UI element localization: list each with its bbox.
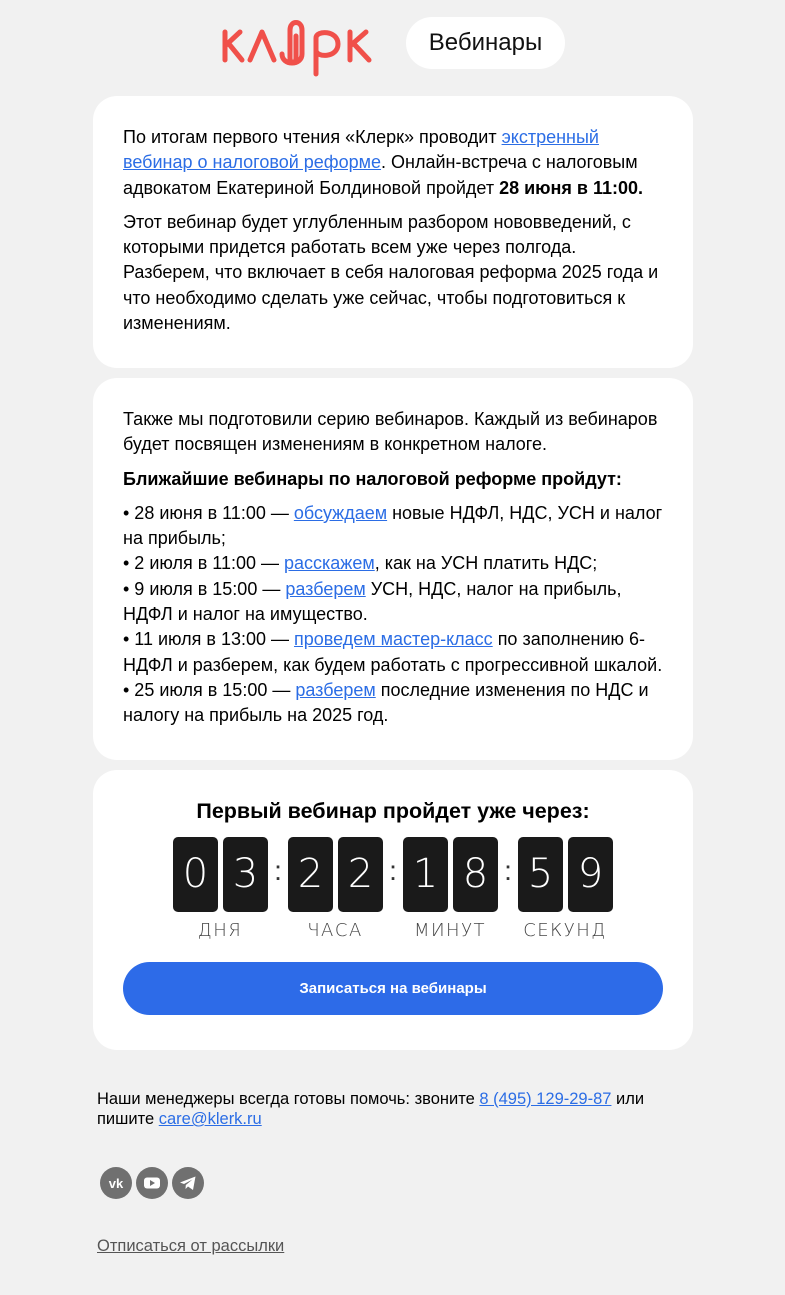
countdown-digit: 0 bbox=[173, 837, 218, 912]
webinar-link-5[interactable]: разберем bbox=[295, 679, 376, 700]
webinar-date: 28 июня в 11:00. bbox=[499, 177, 644, 198]
footer-text: Наши менеджеры всегда готовы помочь: звоните bbox=[97, 1090, 480, 1108]
countdown-separator: : bbox=[389, 855, 397, 886]
vk-icon[interactable] bbox=[100, 1167, 132, 1199]
days-label: ДНЯ bbox=[197, 920, 243, 941]
countdown-digit: 9 bbox=[568, 837, 613, 912]
hours-label: ЧАСА bbox=[307, 920, 363, 941]
series-intro: Также мы подготовили серию вебинаров. Каждый из вебинаров будет посвящен изменениям в конкретном налоге. bbox=[123, 409, 658, 455]
list-item: • 28 июня в 11:00 — обсуждаем новые НДФЛ, НДС, УСН и налог на прибыль; bbox=[123, 502, 663, 549]
webinars-badge: Вебинары bbox=[406, 17, 565, 69]
webinar-link-3[interactable]: разберем bbox=[285, 578, 366, 599]
countdown-title: Первый вебинар пройдет уже через: bbox=[196, 799, 590, 823]
countdown-digit: 3 bbox=[223, 837, 268, 912]
countdown-digit: 2 bbox=[338, 837, 383, 912]
series-list bbox=[123, 501, 663, 729]
list-item: • 25 июля в 15:00 — разберем последние изменения по НДС и налогу на прибыль на 2025 год. bbox=[123, 679, 649, 726]
countdown-separator: : bbox=[504, 855, 512, 886]
countdown-card bbox=[93, 770, 693, 1050]
svg-text:vk: vk bbox=[108, 1176, 124, 1191]
intro-text: По итогам первого чтения «Клерк» проводит bbox=[123, 127, 502, 147]
webinar-link-1[interactable]: обсуждаем bbox=[293, 502, 388, 523]
register-button[interactable]: Записаться на вебинары bbox=[123, 962, 663, 1015]
footer-text-2: или пишите bbox=[97, 1090, 645, 1128]
intro-text-2: . Онлайн-встреча с налоговым адвокатом Екатериной Болдиновой пройдет bbox=[123, 152, 638, 198]
countdown-digit: 2 bbox=[288, 837, 333, 912]
intro-paragraph bbox=[123, 125, 663, 201]
series-card bbox=[93, 378, 693, 760]
footer-contact bbox=[97, 1089, 697, 1129]
list-item: • 2 июля в 11:00 — расскажем, как на УСН платить НДС; bbox=[123, 553, 598, 574]
email-link[interactable]: care@klerk.ru bbox=[158, 1110, 262, 1128]
klerk-logo[interactable] bbox=[220, 14, 382, 78]
unsubscribe-link[interactable]: Отписаться от рассылки bbox=[97, 1237, 285, 1255]
intro-card bbox=[93, 96, 693, 368]
countdown-digit: 5 bbox=[518, 837, 563, 912]
countdown-digit: 8 bbox=[453, 837, 498, 912]
list-item: • 11 июля в 13:00 — проведем мастер-класс по заполнению 6-НДФЛ и разберем, как будем работать с прогрессивной шкалой. bbox=[123, 629, 663, 675]
seconds-label: СЕКУНД bbox=[523, 920, 607, 941]
intro-description: Этот вебинар будет углубленным разбором нововведений, с которыми придется работать всем уже через полгода. Разберем, что включает в себя налоговая реформа 2025 года и что необходимо сделать уже сейчас, чтобы подготовиться к изменениям. bbox=[123, 211, 659, 334]
email-header bbox=[0, 0, 785, 96]
countdown-digit: 1 bbox=[403, 837, 448, 912]
emergency-webinar-link[interactable]: экстренный вебинар о налоговой реформе bbox=[123, 127, 599, 173]
telegram-icon[interactable] bbox=[172, 1167, 204, 1199]
list-item: • 9 июля в 15:00 — разберем УСН, НДС, налог на прибыль, НДФЛ и налог на имущество. bbox=[123, 578, 622, 625]
phone-link[interactable]: 8 (495) 129-29-87 bbox=[479, 1090, 612, 1108]
series-heading: Ближайшие вебинары по налоговой реформе пройдут: bbox=[123, 468, 622, 489]
countdown-separator: : bbox=[274, 855, 282, 886]
webinar-link-4[interactable]: проведем мастер-класс bbox=[294, 629, 493, 650]
minutes-label: МИНУТ bbox=[413, 920, 487, 941]
youtube-icon[interactable] bbox=[136, 1167, 168, 1199]
webinar-link-2[interactable]: расскажем bbox=[284, 553, 375, 574]
